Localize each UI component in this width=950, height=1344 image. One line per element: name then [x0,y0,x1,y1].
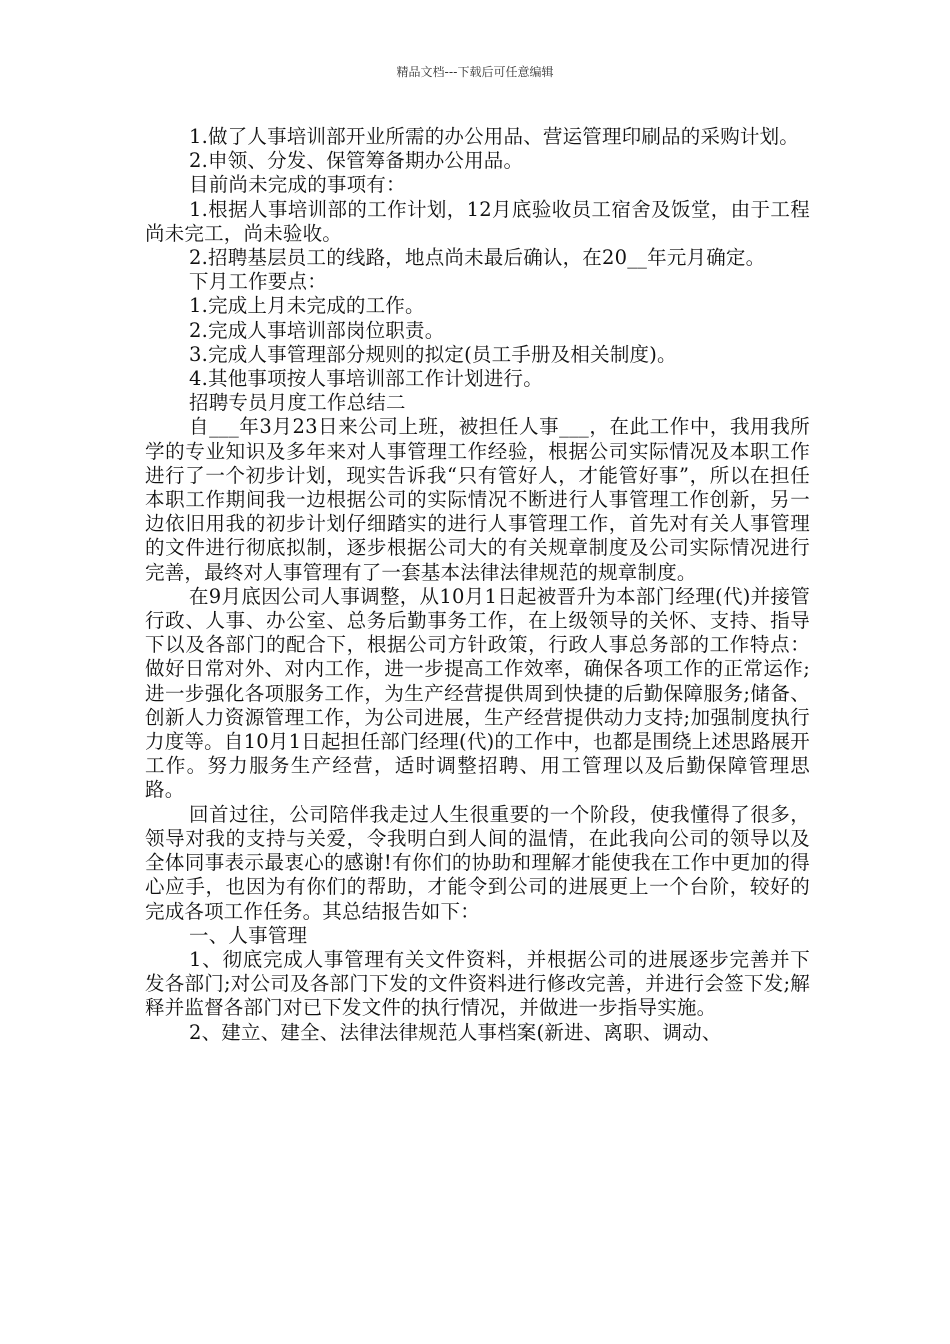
paragraph: 1、彻底完成人事管理有关文件资料，并根据公司的进展逐步完善并下发各部门;对公司及各部门下发的文件资料进行修改完善，并进行会签下发;解释并监督各部门对已下发文件的执行情况，并做进一步指导实施。 [145,947,810,1020]
paragraph: 回首过往，公司陪伴我走过人生很重要的一个阶段，使我懂得了很多，领导对我的支持与关爱，令我明白到人间的温情，在此我向公司的领导以及全体同事表示最衷心的感谢!有你们的协助和理解才能使我在工作中更加的得心应手，也因为有你们的帮助，才能令到公司的进展更上一个台阶，较好的完成各项工作任务。其总结报告如下： [145,802,810,923]
paragraph: 在9月底因公司人事调整，从10月1日起被晋升为本部门经理(代)并接管行政、人事、办公室、总务后勤事务工作，在上级领导的关怀、支持、指导下以及各部门的配合下，根据公司方针政策，行政人事总务部的工作特点：做好日常对外、对内工作，进一步提高工作效率，确保各项工作的正常运作;进一步强化各项服务工作，为生产经营提供周到快捷的后勤保障服务;储备、创新人力资源管理工作，为公司进展，生产经营提供动力支持;加强制度执行力度等。自10月1日起担任部门经理(代)的工作中，也都是围绕上述思路展开工作。努力服务生产经营，适时调整招聘、用工管理以及后勤保障管理思路。 [145,584,810,802]
paragraph: 1.完成上月未完成的工作。 [189,294,425,318]
paragraph: 4.其他事项按人事培训部工作计划进行。 [189,367,543,391]
paragraph: 下月工作要点： [189,270,327,294]
paragraph: 3.完成人事管理部分规则的拟定(员工手册及相关制度)。 [189,342,677,366]
paragraph: 1.做了人事培训部开业所需的办公用品、营运管理印刷品的采购计划。 [189,125,800,148]
paragraph: 目前尚未完成的事项有： [189,173,406,197]
paragraph: 2、建立、建全、法律法律规范人事档案(新进、离职、调动、 [189,1020,722,1044]
paragraph: 2.完成人事培训部岗位职责。 [189,318,445,342]
paragraph: 2.申领、分发、保管筹备期办公用品。 [189,149,524,173]
page-header: 精品文档---下载后可任意编辑 [396,65,554,79]
section-title: 招聘专员月度工作总结二 [189,391,406,415]
paragraph: 自___年3月23日来公司上班，被担任人事___，在此工作中，我用我所学的专业知识及多年来对人事管理工作经验，根据公司实际情况及本职工作进行了一个初步计划，现实告诉我“只有管好人，才能管好事”，所以在担任本职工作期间我一边根据公司的实际情况不断进行人事管理工作创新，另一边依旧用我的初步计划仔细踏实的进行人事管理工作，首先对有关人事管理的文件进行彻底拟制，逐步根据公司大的有关规章制度及公司实际情况进行完善，最终对人事管理有了一套基本法律法律规范的规章制度。 [145,415,810,584]
document-body [145,125,810,1045]
paragraph: 1.根据人事培训部的工作计划，12月底验收员工宿舍及饭堂，由于工程尚未完工，尚未验收。 [145,197,810,245]
paragraph: 2.招聘基层员工的线路，地点尚未最后确认，在20__年元月确定。 [189,246,766,270]
section-heading: 一、人事管理 [189,923,308,947]
